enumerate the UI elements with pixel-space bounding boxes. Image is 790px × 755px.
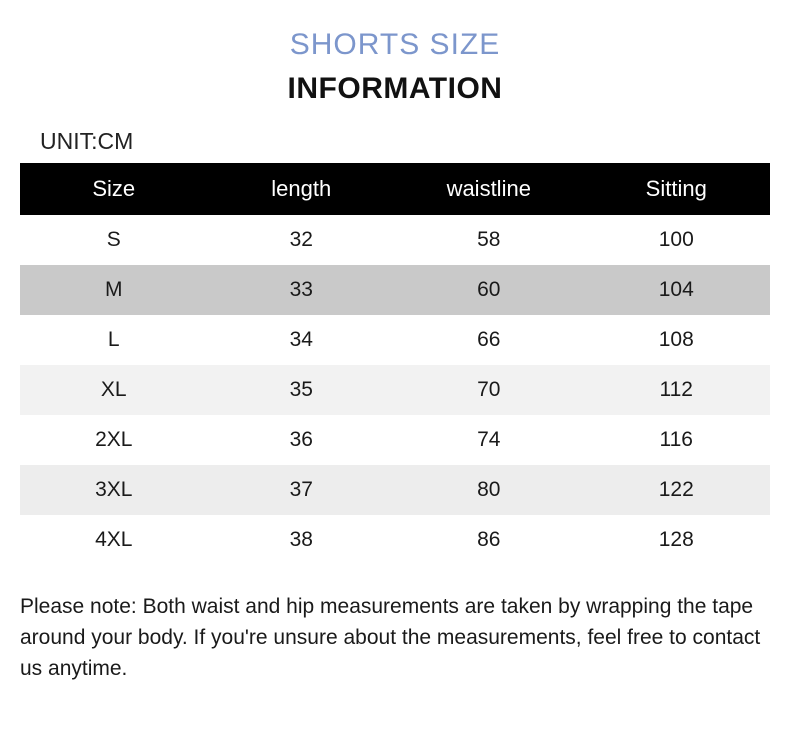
measurement-note: Please note: Both waist and hip measurements are taken by wrapping the tape around your body. If you're unsure about the measurements, feel free to contact us anytime. bbox=[20, 595, 761, 680]
cell-size: 2XL bbox=[20, 415, 208, 465]
cell-length: 34 bbox=[208, 315, 396, 365]
table-row bbox=[20, 215, 770, 265]
column-header-length: length bbox=[208, 163, 396, 215]
column-header-sitting: Sitting bbox=[583, 163, 771, 215]
table-row bbox=[20, 265, 770, 315]
table-row bbox=[20, 315, 770, 365]
cell-sitting: 100 bbox=[583, 215, 771, 265]
title-line-secondary: INFORMATION bbox=[287, 72, 503, 105]
cell-sitting: 108 bbox=[583, 315, 771, 365]
cell-waistline: 74 bbox=[395, 415, 583, 465]
cell-sitting: 122 bbox=[583, 465, 771, 515]
title-line-primary: SHORTS SIZE bbox=[289, 28, 501, 61]
table-row bbox=[20, 515, 770, 565]
size-table bbox=[20, 163, 770, 565]
cell-sitting: 112 bbox=[583, 365, 771, 415]
table-row bbox=[20, 365, 770, 415]
cell-waistline: 60 bbox=[395, 265, 583, 315]
cell-length: 32 bbox=[208, 215, 396, 265]
unit-label: UNIT:CM bbox=[40, 128, 134, 154]
cell-size: 4XL bbox=[20, 515, 208, 565]
page-title bbox=[0, 0, 790, 110]
table-header bbox=[20, 163, 770, 215]
cell-length: 33 bbox=[208, 265, 396, 315]
table-body bbox=[20, 215, 770, 565]
cell-length: 35 bbox=[208, 365, 396, 415]
cell-length: 38 bbox=[208, 515, 396, 565]
cell-waistline: 86 bbox=[395, 515, 583, 565]
cell-length: 37 bbox=[208, 465, 396, 515]
cell-size: XL bbox=[20, 365, 208, 415]
cell-sitting: 104 bbox=[583, 265, 771, 315]
cell-length: 36 bbox=[208, 415, 396, 465]
cell-size: S bbox=[20, 215, 208, 265]
column-header-size: Size bbox=[20, 163, 208, 215]
cell-size: M bbox=[20, 265, 208, 315]
table-row bbox=[20, 415, 770, 465]
cell-waistline: 80 bbox=[395, 465, 583, 515]
cell-sitting: 116 bbox=[583, 415, 771, 465]
table-row bbox=[20, 465, 770, 515]
table-header-row bbox=[20, 163, 770, 215]
cell-waistline: 70 bbox=[395, 365, 583, 415]
cell-size: L bbox=[20, 315, 208, 365]
cell-size: 3XL bbox=[20, 465, 208, 515]
column-header-waistline: waistline bbox=[395, 163, 583, 215]
cell-sitting: 128 bbox=[583, 515, 771, 565]
cell-waistline: 66 bbox=[395, 315, 583, 365]
cell-waistline: 58 bbox=[395, 215, 583, 265]
